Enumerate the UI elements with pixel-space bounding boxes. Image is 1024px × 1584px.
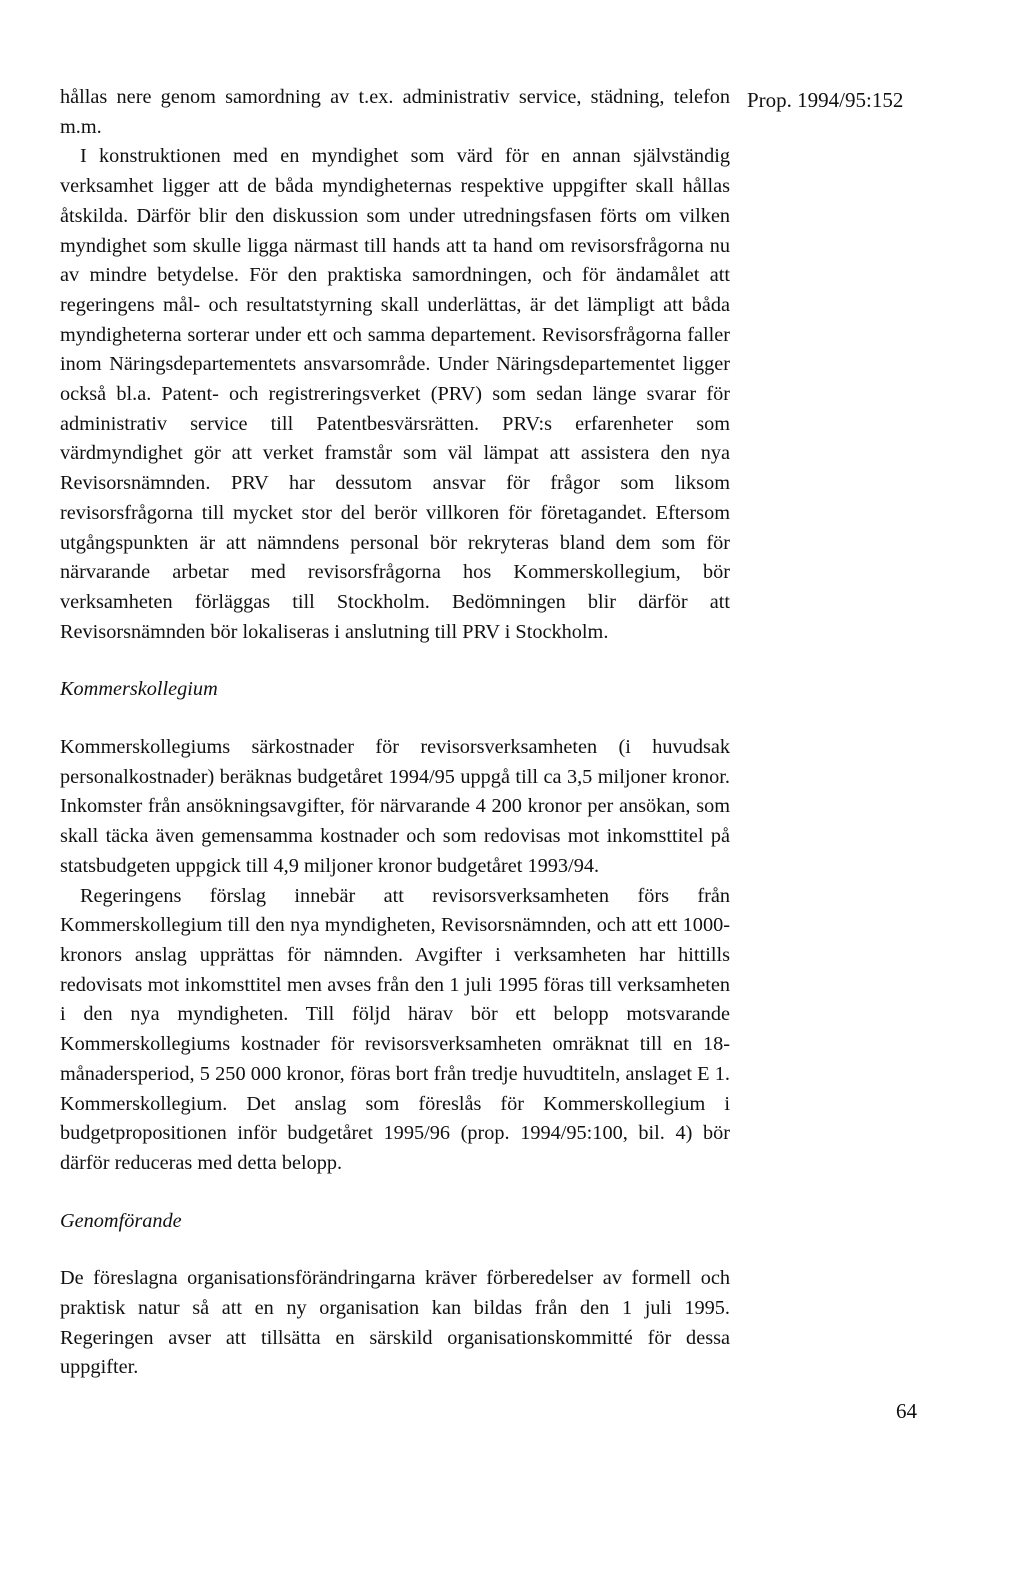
main-text (60, 83, 730, 1383)
intro-paragraph-1: hållas nere genom samordning av t.ex. administrativ service, städning, telefon m.m. (60, 86, 730, 138)
section-heading-genomforande: Genomförande (60, 1209, 182, 1232)
kommerskollegium-paragraph-2: Regeringens förslag innebär att revisorsverksamheten förs från Kommerskollegium till den nya myndigheten, Revisorsnämnden, och att ett 1000-kronors anslag upprättas för nämnden. Avgifter i verksamheten har hittills redovisats mot inkomsttitel men avses från den 1 juli 1995 föras till verksamheten i den nya myndigheten. Till följd härav bör ett belopp motsvarande Kommerskollegiums kostnader för revisorsverksamheten omräknat till en 18-månadersperiod, 5 250 000 kronor, föras bort från tredje huvudtiteln, anslaget E 1. Kommerskollegium. Det anslag som föreslås för Kommerskollegium i budgetpropositionen inför budgetåret 1995/96 (prop. 1994/95:100, bil. 4) bör därför reduceras med detta belopp. (60, 884, 730, 1174)
page-number: 64 (896, 1399, 917, 1423)
genomforande-paragraph-1: De föreslagna organisationsförändringarna kräver förberedelser av formell och praktisk natur så att en ny organisation kan bildas från den 1 juli 1995. Regeringen avser att tillsätta en särskild organisationskommitté för dessa uppgifter. (60, 1267, 730, 1379)
intro-paragraph-2: I konstruktionen med en myndighet som värd för en annan självständig verksamhet ligger att de båda myndigheternas respektive uppgifter skall hållas åtskilda. Därför blir den diskussion som under utredningsfasen förts om vilken myndighet som skulle ligga närmast till hands att ta hand om revisorsfrågorna nu av mindre betydelse. För den praktiska samordningen, och för ändamålet att regeringens mål- och resultatstyrning skall underlättas, är det lämpligt att båda myndigheterna sorterar under ett och samma departement. Revisorsfrågorna faller inom Näringsdepartementets ansvarsområde. Under Näringsdepartementet ligger också bl.a. Patent- och registreringsverket (PRV) som sedan länge svarar för administrativ service till Patentbesvärsrätten. PRV:s erfarenheter som värdmyndighet gör att verket framstår som väl lämpat att assistera den nya Revisorsnämnden. PRV har dessutom ansvar för frågor som liksom revisorsfrågorna till mycket stor del berör villkoren för företagandet. Eftersom utgångspunkten är att nämndens personal bör rekryteras bland dem som för närvarande arbetar med revisorsfrågorna hos Kommerskollegium, bör verksamheten förläggas till Stockholm. Bedömningen blir därför att Revisorsnämnden bör lokaliseras i anslutning till PRV i Stockholm. (60, 145, 730, 643)
section-heading-kommerskollegium: Kommerskollegium (60, 678, 218, 701)
kommerskollegium-paragraph-1: Kommerskollegiums särkostnader för revisorsverksamheten (i huvudsak personalkostnader) beräknas budgetåret 1994/95 uppgå till ca 3,5 miljoner kronor. Inkomster från ansökningsavgifter, för närvarande 4 200 kronor per ansökan, som skall täcka även gemensamma kostnader och som redovisas mot inkomsttitel på statsbudgeten uppgick till 4,9 miljoner kronor budgetåret 1993/94. (60, 736, 730, 877)
page-reference: Prop. 1994/95:152 (747, 88, 904, 112)
